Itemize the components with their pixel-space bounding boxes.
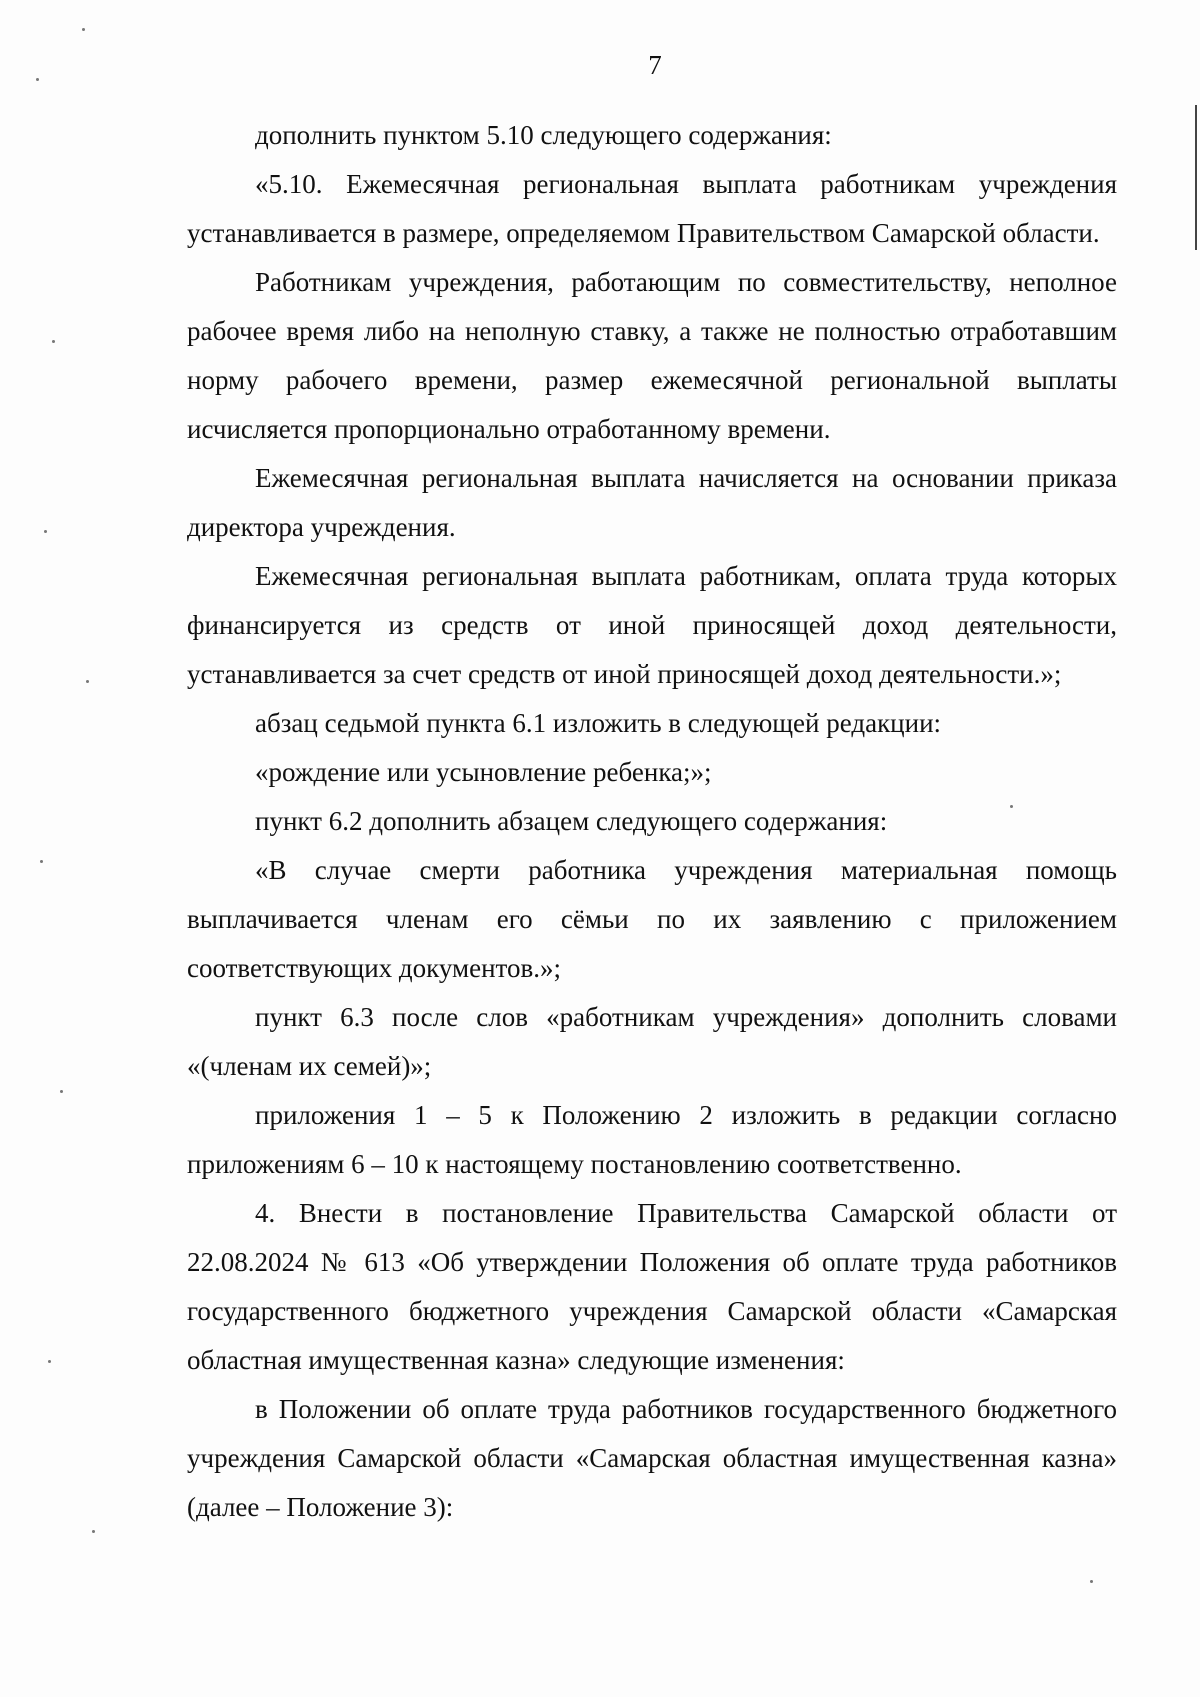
document-body: [187, 111, 1117, 1532]
scan-speck: [60, 1090, 63, 1093]
scan-speck: [48, 1360, 51, 1363]
paragraph: «5.10. Ежемесячная региональная выплата работникам учреждения устанавливается в размере, определяемом Правительством Самарской области.: [187, 169, 1117, 248]
scan-speck: [1090, 1580, 1093, 1583]
paragraph: «рождение или усыновление ребенка;»;: [255, 757, 712, 787]
scan-speck: [92, 1530, 95, 1533]
paragraph: дополнить пунктом 5.10 следующего содержания:: [255, 120, 832, 150]
scan-speck: [36, 78, 39, 81]
paragraph: пункт 6.3 после слов «работникам учреждения» дополнить словами «(членам их семей)»;: [187, 1002, 1117, 1081]
paragraph: приложения 1 – 5 к Положению 2 изложить в редакции согласно приложениям 6 – 10 к настоящему постановлению соответственно.: [187, 1100, 1117, 1179]
paragraph: «В случае смерти работника учреждения материальная помощь выплачивается членам его сёмьи по их заявлению с приложением соответствующих документов.»;: [187, 855, 1117, 983]
paragraph: 4. Внести в постановление Правительства Самарской области от 22.08.2024 № 613 «Об утверждении Положения об оплате труда работников государственного бюджетного учреждения Самарской области «Самарская областная имущественная казна» следующие изменения:: [187, 1198, 1117, 1375]
page-number: 7: [648, 50, 662, 80]
paragraph: Ежемесячная региональная выплата начисляется на основании приказа директора учреждения.: [187, 463, 1117, 542]
scan-speck: [86, 680, 89, 683]
paragraph: Работникам учреждения, работающим по совместительству, неполное рабочее время либо на неполную ставку, а также не полностью отработавшим норму рабочего времени, размер ежемесячной региональной выплаты исчисляется пропорционально отработанному времени.: [187, 267, 1117, 444]
scan-speck: [82, 28, 85, 31]
scan-edge-mark: [1195, 105, 1197, 250]
scan-speck: [40, 860, 43, 863]
paragraph: в Положении об оплате труда работников государственного бюджетного учреждения Самарской области «Самарская областная имущественная казна» (далее – Положение 3):: [187, 1394, 1117, 1522]
paragraph: абзац седьмой пункта 6.1 изложить в следующей редакции:: [255, 708, 942, 738]
paragraph: пункт 6.2 дополнить абзацем следующего содержания:: [255, 806, 888, 836]
scan-speck: [52, 340, 55, 343]
paragraph: Ежемесячная региональная выплата работникам, оплата труда которых финансируется из средств от иной приносящей доход деятельности, устанавливается за счет средств от иной приносящей доход деятельности.»;: [187, 561, 1117, 689]
scan-speck: [44, 530, 47, 533]
